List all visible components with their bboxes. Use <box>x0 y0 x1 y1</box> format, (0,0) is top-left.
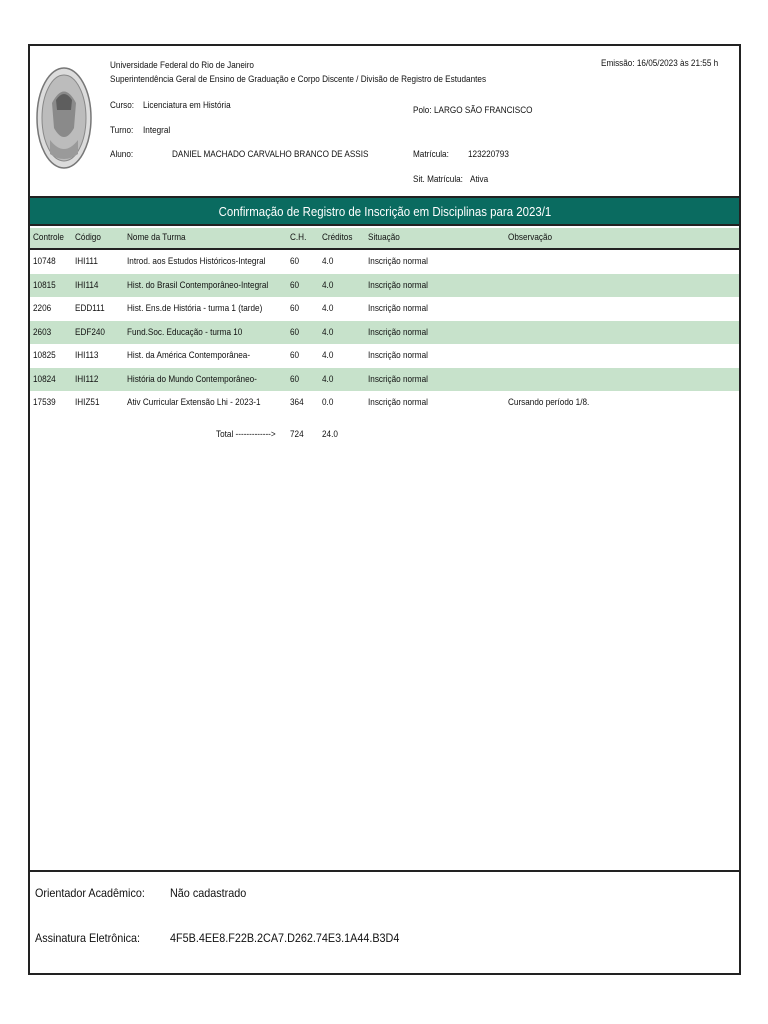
cell-class-name: História do Mundo Contemporâneo- <box>127 373 257 385</box>
course-label: Curso: <box>110 100 135 111</box>
cell-status: Inscrição normal <box>368 373 428 385</box>
cell-hours: 60 <box>290 373 300 385</box>
course-value: Licenciatura em História <box>143 100 231 111</box>
cell-control: 10815 <box>33 279 56 291</box>
campus-value: LARGO SÃO FRANCISCO <box>434 105 533 116</box>
advisor-value: Não cadastrado <box>170 886 247 900</box>
cell-status: Inscrição normal <box>368 397 428 408</box>
cell-hours: 60 <box>290 303 300 314</box>
cell-code: IHI112 <box>75 373 99 385</box>
totals-hours: 724 <box>290 429 304 440</box>
cell-control: 17539 <box>33 397 56 408</box>
student-name: DANIEL MACHADO CARVALHO BRANCO DE ASSIS <box>172 149 369 160</box>
cell-class-name: Hist. Ens.de História - turma 1 (tarde) <box>127 303 263 314</box>
table-row <box>30 321 739 345</box>
cell-status: Inscrição normal <box>368 350 428 361</box>
table-row <box>30 344 739 368</box>
cell-hours: 60 <box>290 326 300 338</box>
column-header-credits: Créditos <box>322 232 353 243</box>
table-row <box>30 297 739 321</box>
column-header-note: Observação <box>508 232 553 243</box>
issue-date: Emissão: 16/05/2023 às 21:55 h <box>601 58 719 69</box>
column-header-class-name: Nome da Turma <box>127 232 186 243</box>
cell-note: Cursando período 1/8. <box>508 397 590 408</box>
registration-number: 123220793 <box>468 149 509 160</box>
document-header <box>30 46 739 196</box>
shift-label: Turno: <box>110 125 134 136</box>
cell-status: Inscrição normal <box>368 279 428 291</box>
cell-credits: 4.0 <box>322 373 334 385</box>
cell-control: 2603 <box>33 326 52 338</box>
document-sheet <box>28 44 741 975</box>
cell-code: EDF240 <box>75 326 105 338</box>
university-name: Universidade Federal do Rio de Janeiro <box>110 60 254 71</box>
cell-code: EDD111 <box>75 303 105 314</box>
table-row <box>30 274 739 298</box>
cell-status: Inscrição normal <box>368 303 428 314</box>
cell-control: 10824 <box>33 373 56 385</box>
advisor-label: Orientador Acadêmico: <box>35 886 145 900</box>
cell-code: IHI113 <box>75 350 99 361</box>
student-label: Aluno: <box>110 149 134 160</box>
cell-status: Inscrição normal <box>368 326 428 338</box>
cell-credits: 4.0 <box>322 326 334 338</box>
cell-credits: 4.0 <box>322 256 334 267</box>
totals-credits: 24.0 <box>322 429 338 440</box>
cell-code: IHI114 <box>75 279 99 291</box>
cell-class-name: Hist. da América Contemporânea- <box>127 350 251 361</box>
column-header-control: Controle <box>33 232 64 243</box>
cell-hours: 364 <box>290 397 304 408</box>
cell-code: IHI111 <box>75 256 98 267</box>
cell-credits: 4.0 <box>322 279 334 291</box>
column-header-hours: C.H. <box>290 232 307 243</box>
department-name: Superintendência Geral de Ensino de Graduação e Corpo Discente / Divisão de Registro de Estudantes <box>110 74 487 85</box>
campus-label: Polo: <box>413 105 432 116</box>
totals-row <box>30 425 739 445</box>
cell-status: Inscrição normal <box>368 256 428 267</box>
cell-hours: 60 <box>290 256 300 267</box>
cell-class-name: Hist. do Brasil Contemporâneo-Integral <box>127 279 269 291</box>
cell-hours: 60 <box>290 350 300 361</box>
cell-class-name: Ativ Curricular Extensão Lhi - 2023-1 <box>127 397 261 408</box>
university-seal-icon <box>34 58 94 180</box>
cell-code: IHIZ51 <box>75 397 100 408</box>
registration-label: Matrícula: <box>413 149 449 160</box>
table-row <box>30 368 739 392</box>
cell-control: 2206 <box>33 303 52 314</box>
enrollment-table-body <box>30 250 739 415</box>
column-header-code: Código <box>75 232 101 243</box>
electronic-signature: 4F5B.4EE8.F22B.2CA7.D262.74E3.1A44.B3D4 <box>170 931 400 945</box>
cell-class-name: Fund.Soc. Educação - turma 10 <box>127 326 243 338</box>
table-row <box>30 250 739 274</box>
cell-credits: 4.0 <box>322 350 334 361</box>
cell-credits: 4.0 <box>322 303 334 314</box>
cell-hours: 60 <box>290 279 300 291</box>
document-footer <box>30 870 739 975</box>
table-row <box>30 391 739 415</box>
cell-control: 10748 <box>33 256 56 267</box>
cell-credits: 0.0 <box>322 397 334 408</box>
totals-label: Total -------------> <box>216 429 276 440</box>
document-title-band <box>30 196 739 226</box>
cell-control: 10825 <box>33 350 56 361</box>
shift-value: Integral <box>143 125 171 136</box>
column-header-status: Situação <box>368 232 400 243</box>
registration-status-value: Ativa <box>470 174 489 185</box>
table-header <box>30 228 739 250</box>
cell-class-name: Introd. aos Estudos Históricos-Integral <box>127 256 266 267</box>
registration-status-label: Sit. Matrícula: <box>413 174 463 185</box>
document-title: Confirmação de Registro de Inscrição em Disciplinas para 2023/1 <box>218 203 551 219</box>
signature-label: Assinatura Eletrônica: <box>35 931 141 945</box>
